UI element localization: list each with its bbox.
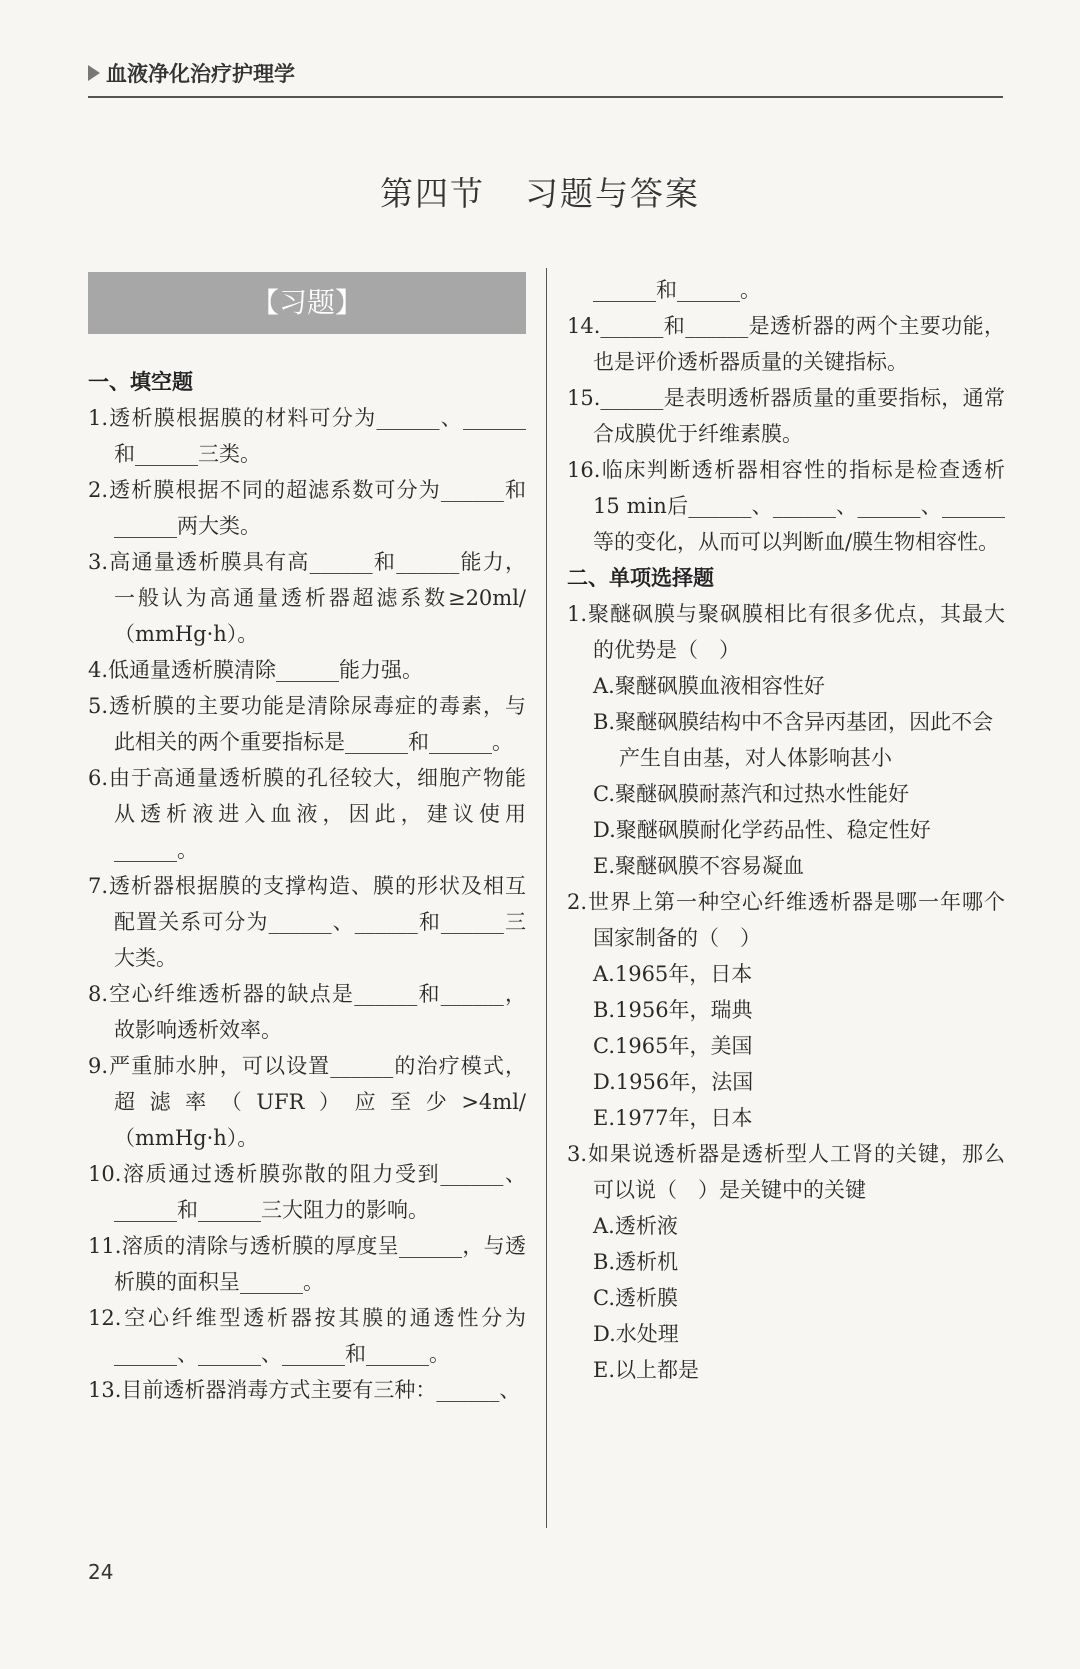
- fill-question: 7.透析器根据膜的支撑构造、膜的形状及相互配置关系可分为______、______和______三大类。: [88, 874, 526, 970]
- mc-option: C.1965年，美国: [593, 1034, 753, 1058]
- mc-option: E.1977年，日本: [593, 1106, 753, 1130]
- column-divider: [546, 268, 547, 1528]
- running-header: [88, 58, 1003, 98]
- heading-fill-in: 一、填空题: [88, 370, 193, 394]
- mc-option: A.聚醚砜膜血液相容性好: [593, 674, 825, 698]
- exercise-banner: 【习题】: [88, 272, 526, 334]
- fill-question: 15.______是表明透析器质量的重要指标，通常合成膜优于纤维素膜。: [567, 386, 1005, 446]
- fill-question: 8.空心纤维透析器的缺点是______和______，故影响透析效率。: [88, 982, 526, 1042]
- mc-option: C.透析膜: [593, 1286, 678, 1310]
- fill-question: 9.严重肺水肿，可以设置______的治疗模式，超滤率（UFR）应至少>4ml/（mmHg·h）。: [88, 1054, 526, 1150]
- mc-option: D.1956年，法国: [593, 1070, 754, 1094]
- left-column: [88, 272, 526, 1408]
- fill-question: 3.高通量透析膜具有高______和______能力，一般认为高通量透析器超滤系数≥20ml/（mmHg·h）。: [88, 550, 526, 646]
- fill-question: 4.低通量透析膜清除______能力强。: [88, 658, 424, 682]
- mc-option: A.透析液: [593, 1214, 678, 1238]
- mc-option: E.以上都是: [593, 1358, 700, 1382]
- mc-option: A.1965年，日本: [593, 962, 753, 986]
- fill-question: 11.溶质的清除与透析膜的厚度呈______，与透析膜的面积呈______。: [88, 1234, 526, 1294]
- mc-question: 2.世界上第一种空心纤维透析器是哪一年哪个国家制备的（ ）: [567, 890, 1005, 950]
- fill-question: 16.临床判断透析器相容性的指标是检查透析15 min后______、______、______、______等的变化，从而可以判断血/膜生物相容性。: [567, 458, 1005, 554]
- mc-option: E.聚醚砜膜不容易凝血: [593, 854, 805, 878]
- fill-question: 1.透析膜根据膜的材料可分为______、______和______三类。: [88, 406, 526, 466]
- fill-question: 14.______和______是透析器的两个主要功能，也是评价透析器质量的关键指标。: [567, 314, 1005, 374]
- right-column: [567, 272, 1005, 1388]
- section-name: 习题与答案: [525, 174, 700, 213]
- mc-option: B.1956年，瑞典: [593, 998, 753, 1022]
- mc-question: 1.聚醚砜膜与聚砜膜相比有很多优点，其最大的优势是（ ）: [567, 602, 1005, 662]
- mc-question: 3.如果说透析器是透析型人工肾的关键，那么可以说（ ）是关键中的关键: [567, 1142, 1005, 1202]
- triangle-icon: [88, 65, 100, 81]
- section-title: [0, 168, 1080, 215]
- fill-question: 12.空心纤维型透析器按其膜的通透性分为______、______、______和______。: [88, 1306, 526, 1366]
- fill-question: 10.溶质通过透析膜弥散的阻力受到______、______和______三大阻力的影响。: [88, 1162, 526, 1222]
- heading-single-choice: 二、单项选择题: [567, 566, 714, 590]
- mc-option: B.聚醚砜膜结构中不含异丙基团，因此不会产生自由基，对人体影响甚小: [593, 710, 994, 770]
- page-number: 24: [88, 1560, 114, 1584]
- section-number: 第四节: [380, 174, 485, 213]
- mc-option: D.聚醚砜膜耐化学药品性、稳定性好: [593, 818, 931, 842]
- fill-question: 13.目前透析器消毒方式主要有三种：______、: [88, 1378, 521, 1402]
- mc-option: C.聚醚砜膜耐蒸汽和过热水性能好: [593, 782, 909, 806]
- fill-question: 6.由于高通量透析膜的孔径较大，细胞产物能从透析液进入血液，因此，建议使用______。: [88, 766, 526, 862]
- mc-option: D.水处理: [593, 1322, 679, 1346]
- fill-question: 5.透析膜的主要功能是清除尿毒症的毒素，与此相关的两个重要指标是______和______。: [88, 694, 526, 754]
- fill-question: 2.透析膜根据不同的超滤系数可分为______和______两大类。: [88, 478, 526, 538]
- mc-option: B.透析机: [593, 1250, 679, 1274]
- book-title: 血液净化治疗护理学: [106, 62, 295, 86]
- fill-question-continuation: ______和______。: [593, 278, 761, 302]
